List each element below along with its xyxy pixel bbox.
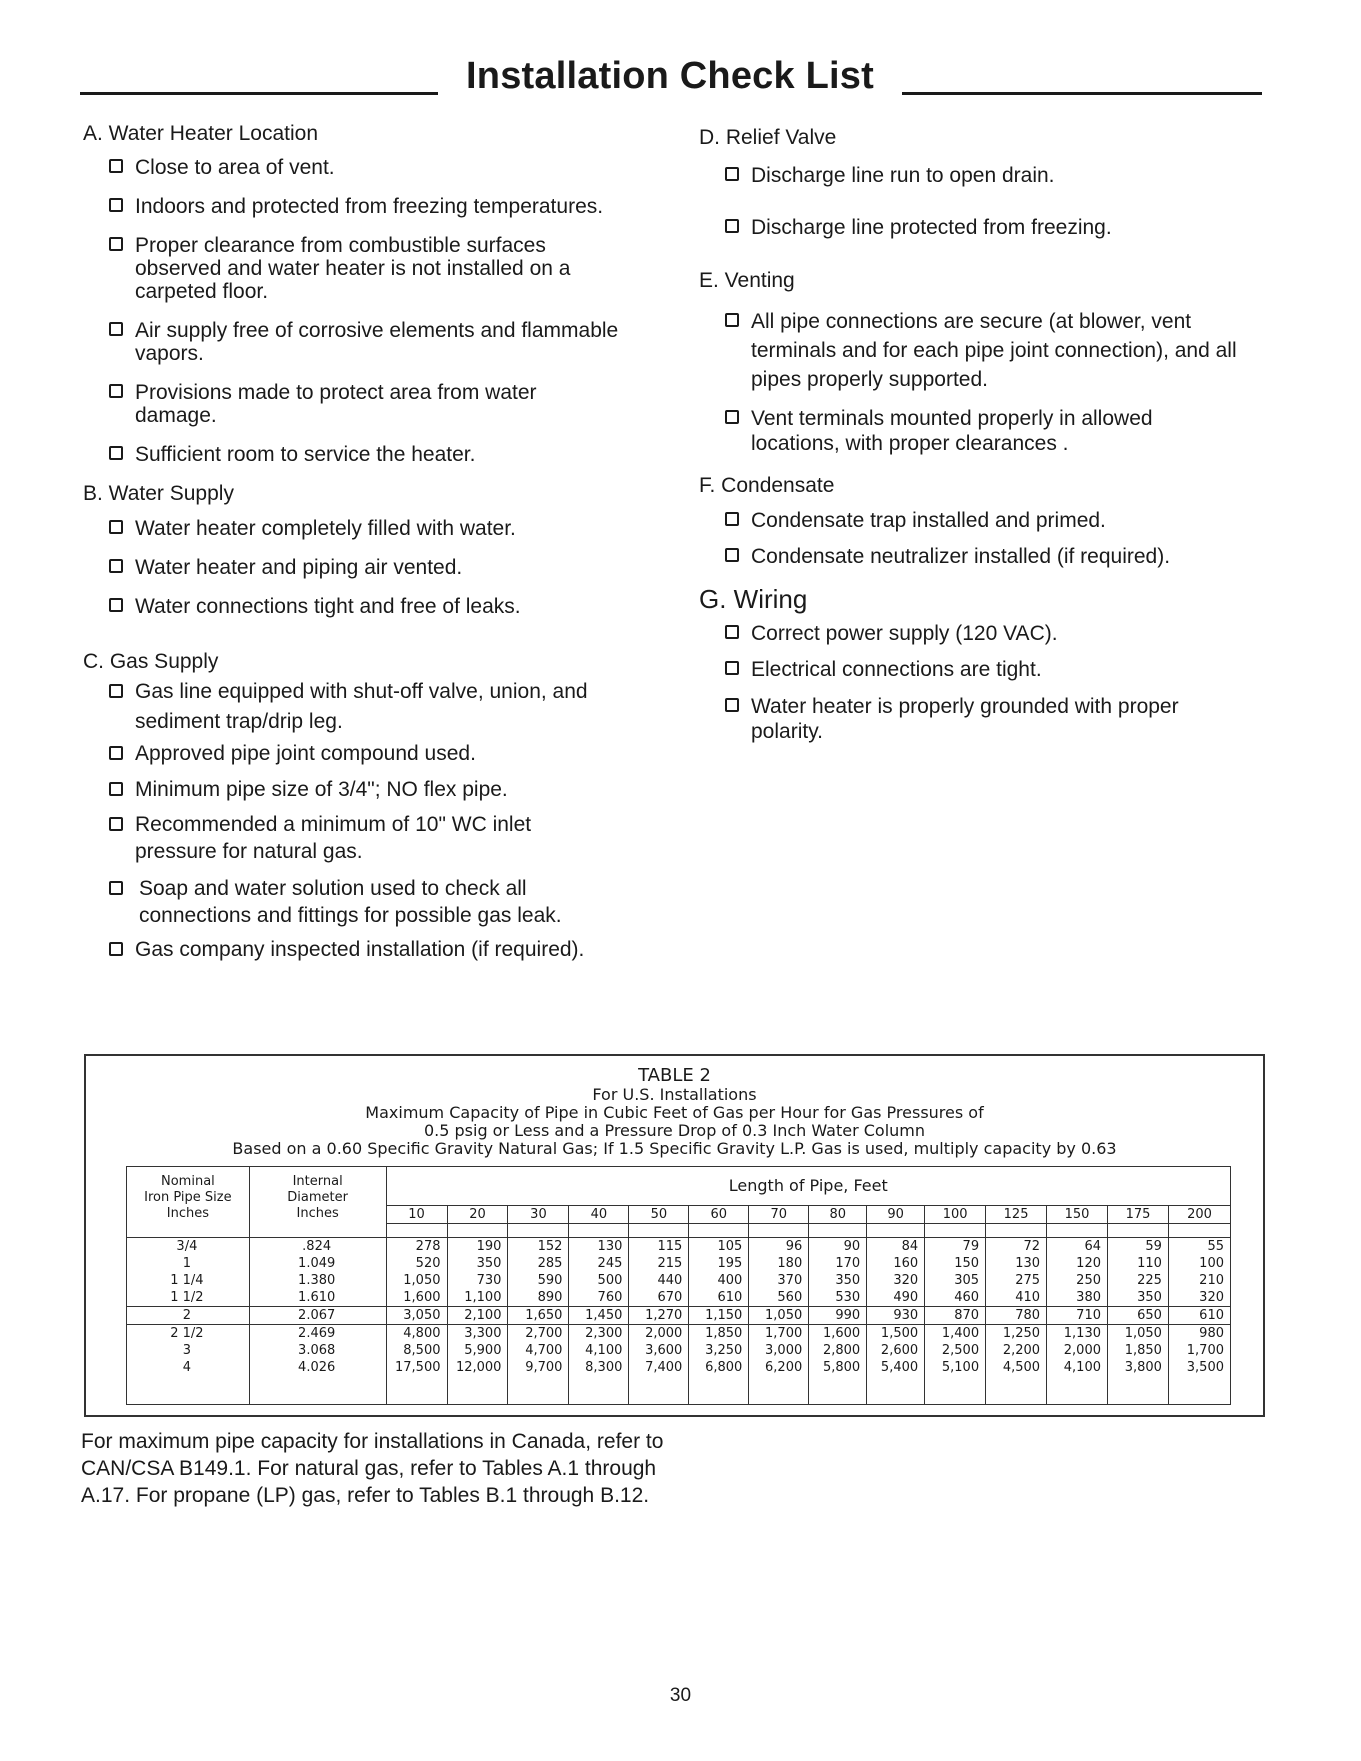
cell-capacity: 4,800	[386, 1325, 447, 1343]
checklist-water-supply	[83, 517, 663, 618]
checklist-item-label: Water heater and piping air vented.	[135, 556, 463, 579]
checklist-item-label: Air supply free of corrosive elements and flammable vapors.	[135, 319, 619, 365]
length-header-cell: 30	[508, 1206, 569, 1224]
cell-capacity: 380	[1047, 1289, 1108, 1307]
checklist-item-label: Water heater is properly grounded with proper polarity.	[751, 695, 1179, 743]
cell-nominal-size: 3/4	[127, 1238, 250, 1256]
cell-capacity: 530	[809, 1289, 867, 1307]
gas-pipe-capacity-table	[126, 1166, 1231, 1405]
checkbox[interactable]	[109, 684, 123, 698]
checklist-item-label: Indoors and protected from freezing temperatures.	[135, 195, 604, 218]
column-header-line: Internal	[292, 1174, 343, 1190]
checkbox[interactable]	[109, 559, 123, 573]
checklist-item-label: Vent terminals mounted properly in allowed locations, with proper clearances .	[751, 407, 1153, 455]
cell-capacity: 3,800	[1108, 1359, 1169, 1376]
cell-capacity: 152	[508, 1238, 569, 1256]
cell-capacity: 285	[508, 1255, 569, 1272]
cell-capacity: 2,000	[1047, 1342, 1108, 1359]
cell-capacity: 130	[986, 1255, 1047, 1272]
cell-capacity: 3,000	[749, 1342, 809, 1359]
cell-capacity: 130	[569, 1238, 629, 1256]
cell-capacity: 990	[809, 1307, 867, 1325]
table-row	[127, 1255, 1231, 1272]
cell-capacity: 72	[986, 1238, 1047, 1256]
cell-capacity: 100	[1168, 1255, 1230, 1272]
length-header-cell: 70	[749, 1206, 809, 1224]
cell-capacity: 2,000	[629, 1325, 689, 1343]
checklist-water-heater-location	[83, 156, 663, 466]
cell-capacity: 170	[809, 1255, 867, 1272]
checklist-item-label: Proper clearance from combustible surfaces observed and water heater is not installed on a carpeted floor.	[135, 234, 571, 303]
cell-capacity: 64	[1047, 1238, 1108, 1256]
cell-capacity: 4,700	[508, 1342, 569, 1359]
checklist-item[interactable]	[725, 216, 1279, 239]
cell-capacity: 278	[386, 1238, 447, 1256]
cell-capacity: 5,400	[867, 1359, 925, 1376]
cell-capacity: 1,150	[689, 1307, 749, 1325]
checklist-relief-valve	[699, 164, 1279, 239]
checkbox[interactable]	[725, 410, 739, 424]
checklist-item[interactable]	[109, 935, 663, 965]
checklist-venting	[699, 307, 1279, 456]
cell-internal-diameter: 2.469	[249, 1325, 386, 1343]
checklist-item[interactable]	[109, 443, 663, 466]
cell-capacity: 1,050	[1108, 1325, 1169, 1343]
checkbox[interactable]	[725, 548, 739, 562]
checkbox[interactable]	[109, 942, 123, 956]
cell-capacity: 610	[1168, 1307, 1230, 1325]
cell-capacity: 1,250	[986, 1325, 1047, 1343]
checkbox[interactable]	[725, 219, 739, 233]
checklist-item[interactable]	[109, 517, 663, 540]
cell-capacity: 2,300	[569, 1325, 629, 1343]
checkbox[interactable]	[109, 598, 123, 612]
checklist-item-label: Condensate trap installed and primed.	[751, 509, 1106, 532]
checkbox[interactable]	[725, 167, 739, 181]
cell-capacity: 79	[925, 1238, 986, 1256]
length-header-cell: 150	[1047, 1206, 1108, 1224]
cell-capacity: 5,800	[809, 1359, 867, 1376]
cell-capacity: 2,500	[925, 1342, 986, 1359]
cell-capacity: 410	[986, 1289, 1047, 1307]
checklist-item-label: Provisions made to protect area from water damage.	[135, 381, 537, 427]
checklist-item-label: Discharge line run to open drain.	[751, 164, 1055, 187]
cell-capacity: 1,450	[569, 1307, 629, 1325]
checklist-gas-supply	[83, 677, 663, 965]
column-header-length-of-pipe: Length of Pipe, Feet	[386, 1167, 1230, 1206]
checkbox[interactable]	[109, 881, 123, 895]
cell-capacity: 305	[925, 1272, 986, 1289]
length-header-cell: 200	[1168, 1206, 1230, 1224]
cell-capacity: 8,300	[569, 1359, 629, 1376]
checkbox[interactable]	[725, 313, 739, 327]
cell-nominal-size: 2	[127, 1307, 250, 1325]
cell-capacity: 670	[629, 1289, 689, 1307]
table-caption	[86, 1066, 1263, 1158]
checkbox[interactable]	[109, 782, 123, 796]
cell-capacity: 8,500	[386, 1342, 447, 1359]
checklist-item[interactable]	[109, 156, 663, 179]
cell-capacity: 930	[867, 1307, 925, 1325]
cell-capacity: 980	[1168, 1325, 1230, 1343]
checklist-item-label: Soap and water solution used to check all connections and fittings for possible gas leak.	[139, 877, 562, 927]
section-heading-water-supply: B. Water Supply	[83, 482, 234, 505]
table-row	[127, 1289, 1231, 1307]
cell-capacity: 1,270	[629, 1307, 689, 1325]
checkbox[interactable]	[109, 817, 123, 831]
cell-capacity: 870	[925, 1307, 986, 1325]
length-header-cell: 175	[1108, 1206, 1169, 1224]
cell-capacity: 370	[749, 1272, 809, 1289]
cell-internal-diameter: 4.026	[249, 1359, 386, 1376]
table-row	[127, 1342, 1231, 1359]
table-end-row	[127, 1376, 1231, 1405]
cell-capacity: 1,400	[925, 1325, 986, 1343]
length-header-cell: 10	[386, 1206, 447, 1224]
checkbox[interactable]	[109, 520, 123, 534]
column-header-line: Inches	[166, 1206, 209, 1222]
cell-capacity: 110	[1108, 1255, 1169, 1272]
cell-capacity: 5,900	[447, 1342, 508, 1359]
gas-pipe-capacity-table-frame	[84, 1054, 1265, 1417]
cell-capacity: 1,130	[1047, 1325, 1108, 1343]
checklist-item-label: Water connections tight and free of leaks.	[135, 595, 521, 618]
cell-capacity: 3,600	[629, 1342, 689, 1359]
checklist-wiring	[699, 622, 1279, 744]
checkbox[interactable]	[725, 661, 739, 675]
cell-capacity: 780	[986, 1307, 1047, 1325]
cell-capacity: 12,000	[447, 1359, 508, 1376]
checklist-item[interactable]	[725, 658, 1279, 681]
checkbox[interactable]	[725, 698, 739, 712]
cell-capacity: 760	[569, 1289, 629, 1307]
checklist-item[interactable]	[109, 195, 663, 218]
cell-capacity: 320	[1168, 1289, 1230, 1307]
checklist-item-label: Recommended a minimum of 10" WC inlet pressure for natural gas.	[135, 813, 532, 863]
cell-capacity: 4,100	[569, 1342, 629, 1359]
cell-capacity: 4,100	[1047, 1359, 1108, 1376]
cell-capacity: 225	[1108, 1272, 1169, 1289]
table-row	[127, 1238, 1231, 1256]
cell-capacity: 180	[749, 1255, 809, 1272]
cell-capacity: 96	[749, 1238, 809, 1256]
length-header-cell: 90	[867, 1206, 925, 1224]
cell-capacity: 210	[1168, 1272, 1230, 1289]
checklist-item[interactable]	[725, 694, 1279, 744]
checkbox[interactable]	[109, 159, 123, 173]
cell-internal-diameter: 3.068	[249, 1342, 386, 1359]
cell-capacity: 650	[1108, 1307, 1169, 1325]
cell-capacity: 1,650	[508, 1307, 569, 1325]
checklist-item[interactable]	[725, 545, 1279, 568]
cell-capacity: 2,700	[508, 1325, 569, 1343]
cell-capacity: 460	[925, 1289, 986, 1307]
table-caption-title: TABLE 2	[638, 1065, 711, 1086]
cell-capacity: 9,700	[508, 1359, 569, 1376]
cell-capacity: 590	[508, 1272, 569, 1289]
column-header-line: Iron Pipe Size	[144, 1190, 232, 1206]
checklist-item[interactable]	[109, 875, 663, 929]
checklist-left-column	[83, 122, 663, 965]
section-heading-gas-supply: C. Gas Supply	[83, 650, 219, 673]
checklist-item-label: Discharge line protected from freezing.	[751, 216, 1112, 239]
cell-capacity: 5,100	[925, 1359, 986, 1376]
checklist-item[interactable]	[109, 595, 663, 618]
cell-capacity: 320	[867, 1272, 925, 1289]
checklist-item-label: Correct power supply (120 VAC).	[751, 622, 1058, 645]
cell-capacity: 1,850	[1108, 1342, 1169, 1359]
section-heading-condensate: F. Condensate	[699, 474, 835, 497]
cell-capacity: 350	[809, 1272, 867, 1289]
cell-capacity: 90	[809, 1238, 867, 1256]
cell-nominal-size: 3	[127, 1342, 250, 1359]
title-rule-right	[902, 92, 1262, 95]
checklist-condensate	[699, 509, 1279, 568]
cell-capacity: 55	[1168, 1238, 1230, 1256]
column-header-internal-diameter	[249, 1167, 386, 1224]
checkbox[interactable]	[109, 384, 123, 398]
cell-capacity: 1,600	[386, 1289, 447, 1307]
checklist-item-label: Gas line equipped with shut-off valve, union, and sediment trap/drip leg.	[135, 680, 588, 733]
cell-capacity: 3,500	[1168, 1359, 1230, 1376]
table-caption-line: For U.S. Installations	[592, 1085, 757, 1104]
length-header-cell: 60	[689, 1206, 749, 1224]
footnote-canada: For maximum pipe capacity for installations in Canada, refer to CAN/CSA B149.1. For natural gas, refer to Tables A.1 through A.17. For propane (LP) gas, refer to Tables B.1 through B.12.	[81, 1430, 664, 1507]
cell-internal-diameter: 1.610	[249, 1289, 386, 1307]
checklist-item[interactable]	[109, 775, 663, 805]
checkbox[interactable]	[109, 198, 123, 212]
checklist-item[interactable]	[109, 234, 663, 303]
cell-capacity: 190	[447, 1238, 508, 1256]
cell-capacity: 520	[386, 1255, 447, 1272]
table-row	[127, 1359, 1231, 1376]
cell-capacity: 195	[689, 1255, 749, 1272]
length-header-cell: 40	[569, 1206, 629, 1224]
cell-capacity: 59	[1108, 1238, 1169, 1256]
cell-capacity: 730	[447, 1272, 508, 1289]
checklist-item-label: Sufficient room to service the heater.	[135, 443, 476, 466]
checklist-item[interactable]	[109, 739, 663, 769]
cell-capacity: 2,800	[809, 1342, 867, 1359]
length-header-cell: 100	[925, 1206, 986, 1224]
cell-internal-diameter: .824	[249, 1238, 386, 1256]
checklist-item[interactable]	[725, 307, 1279, 394]
cell-internal-diameter: 2.067	[249, 1307, 386, 1325]
checklist-item-label: All pipe connections are secure (at blower, vent terminals and for each pipe joint connection), and all pipes properly supported.	[751, 310, 1237, 391]
table-spacer-row	[127, 1224, 1231, 1238]
cell-capacity: 17,500	[386, 1359, 447, 1376]
length-header-cell: 20	[447, 1206, 508, 1224]
table-caption-line: 0.5 psig or Less and a Pressure Drop of 0.3 Inch Water Column	[423, 1121, 926, 1140]
cell-capacity: 160	[867, 1255, 925, 1272]
checklist-item-label: Water heater completely filled with water.	[135, 517, 516, 540]
checklist-item-label: Condensate neutralizer installed (if required).	[751, 545, 1171, 568]
checklist-item[interactable]	[725, 509, 1279, 532]
cell-capacity: 120	[1047, 1255, 1108, 1272]
checkbox[interactable]	[109, 746, 123, 760]
cell-capacity: 1,600	[809, 1325, 867, 1343]
cell-nominal-size: 1 1/2	[127, 1289, 250, 1307]
checkbox[interactable]	[109, 237, 123, 251]
cell-capacity: 3,250	[689, 1342, 749, 1359]
column-header-line: Inches	[296, 1206, 339, 1222]
cell-capacity: 250	[1047, 1272, 1108, 1289]
cell-capacity: 400	[689, 1272, 749, 1289]
cell-capacity: 350	[1108, 1289, 1169, 1307]
checklist-item[interactable]	[109, 381, 663, 427]
page-number: 30	[669, 1685, 692, 1706]
cell-capacity: 890	[508, 1289, 569, 1307]
cell-capacity: 215	[629, 1255, 689, 1272]
checklist-item-label: Close to area of vent.	[135, 156, 335, 179]
cell-nominal-size: 1 1/4	[127, 1272, 250, 1289]
cell-capacity: 1,050	[386, 1272, 447, 1289]
cell-nominal-size: 2 1/2	[127, 1325, 250, 1343]
checklist-item[interactable]	[109, 677, 663, 737]
checklist-item[interactable]	[725, 406, 1279, 456]
section-heading-water-heater-location: A. Water Heater Location	[83, 122, 318, 145]
cell-capacity: 2,200	[986, 1342, 1047, 1359]
cell-capacity: 490	[867, 1289, 925, 1307]
cell-capacity: 1,500	[867, 1325, 925, 1343]
checklist-item-label: Minimum pipe size of 3/4"; NO flex pipe.	[135, 778, 508, 801]
checklist-item[interactable]	[109, 319, 663, 365]
cell-capacity: 2,600	[867, 1342, 925, 1359]
checklist-item-label: Electrical connections are tight.	[751, 658, 1042, 681]
cell-capacity: 500	[569, 1272, 629, 1289]
checkbox[interactable]	[109, 446, 123, 460]
cell-capacity: 1,850	[689, 1325, 749, 1343]
cell-capacity: 245	[569, 1255, 629, 1272]
table-header-row	[127, 1167, 1231, 1206]
cell-capacity: 105	[689, 1238, 749, 1256]
checklist-item-label: Approved pipe joint compound used.	[135, 742, 476, 765]
table-caption-line: Based on a 0.60 Specific Gravity Natural Gas; If 1.5 Specific Gravity L.P. Gas is used, multiply capacity by 0.63	[232, 1139, 1117, 1158]
checkbox[interactable]	[725, 512, 739, 526]
cell-capacity: 3,300	[447, 1325, 508, 1343]
title-rule-left	[80, 92, 438, 95]
cell-capacity: 560	[749, 1289, 809, 1307]
cell-capacity: 275	[986, 1272, 1047, 1289]
cell-capacity: 2,100	[447, 1307, 508, 1325]
checklist-item[interactable]	[725, 622, 1279, 645]
cell-capacity: 1,050	[749, 1307, 809, 1325]
cell-capacity: 610	[689, 1289, 749, 1307]
cell-capacity: 440	[629, 1272, 689, 1289]
cell-nominal-size: 4	[127, 1359, 250, 1376]
checklist-right-column	[699, 126, 1279, 744]
cell-capacity: 84	[867, 1238, 925, 1256]
cell-nominal-size: 1	[127, 1255, 250, 1272]
length-header-cell: 80	[809, 1206, 867, 1224]
table-row	[127, 1325, 1231, 1343]
page-title: Installation Check List	[466, 55, 874, 97]
page-title-row	[80, 55, 1262, 105]
checklist-item[interactable]	[725, 164, 1279, 187]
checklist-item-label: Gas company inspected installation (if required).	[135, 938, 585, 961]
column-header-nominal	[127, 1167, 250, 1224]
cell-capacity: 1,100	[447, 1289, 508, 1307]
cell-capacity: 6,200	[749, 1359, 809, 1376]
cell-capacity: 1,700	[749, 1325, 809, 1343]
length-header-cell: 50	[629, 1206, 689, 1224]
cell-capacity: 150	[925, 1255, 986, 1272]
section-heading-wiring: G. Wiring	[699, 584, 808, 614]
cell-capacity: 115	[629, 1238, 689, 1256]
cell-internal-diameter: 1.049	[249, 1255, 386, 1272]
checklist-item[interactable]	[109, 811, 663, 865]
table-row	[127, 1272, 1231, 1289]
table-row	[127, 1307, 1231, 1325]
checkbox[interactable]	[109, 322, 123, 336]
cell-capacity: 4,500	[986, 1359, 1047, 1376]
column-header-line: Diameter	[287, 1190, 348, 1206]
cell-capacity: 710	[1047, 1307, 1108, 1325]
table-caption-line: Maximum Capacity of Pipe in Cubic Feet of Gas per Hour for Gas Pressures of	[365, 1103, 984, 1122]
cell-internal-diameter: 1.380	[249, 1272, 386, 1289]
length-header-cell: 125	[986, 1206, 1047, 1224]
checklist-item[interactable]	[109, 556, 663, 579]
section-heading-relief-valve: D. Relief Valve	[699, 126, 837, 149]
cell-capacity: 6,800	[689, 1359, 749, 1376]
section-heading-venting: E. Venting	[699, 269, 795, 292]
cell-capacity: 7,400	[629, 1359, 689, 1376]
checkbox[interactable]	[725, 625, 739, 639]
column-header-line: Nominal	[161, 1174, 215, 1190]
cell-capacity: 350	[447, 1255, 508, 1272]
cell-capacity: 3,050	[386, 1307, 447, 1325]
cell-capacity: 1,700	[1168, 1342, 1230, 1359]
